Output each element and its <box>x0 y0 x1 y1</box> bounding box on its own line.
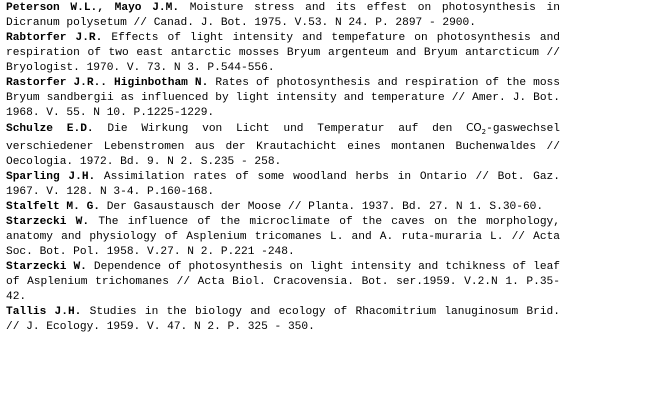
reference-authors: Starzecki W. <box>6 261 87 274</box>
co2-formula <box>466 122 487 137</box>
formula-subscript: 2 <box>481 128 487 137</box>
reference-text: Der Gasaustausch der Moose // Planta. 1937. Bd. 27. N 1. S.30-60. <box>100 201 544 214</box>
reference-text: Rates of photosynthesis and respiration of the moss Bryum sandbergii as influenced by light intensity and temperature // Amer. J. Bot. 1968. V. 55. N 10. P.1225-1229. <box>6 77 567 119</box>
reference-authors: Sparling J.H. <box>6 171 96 184</box>
reference-entry <box>6 260 567 305</box>
reference-text: Assimilation rates of some woodland herbs in Ontario // Bot. Gaz. 1967. V. 128. N 3-4. P.160-168. <box>6 171 567 199</box>
reference-entry <box>6 215 567 260</box>
reference-text: Effects of light intensity and tempefature on photosynthesis and respiration of two east antarctic mosses Bryum argenteum and Bryum antarcticum // Bryologist. 1970. V. 73. N 3. P.544-556. <box>6 32 567 74</box>
reference-text: The influence of the microclimate of the caves on the morphology, anatomy and physiology of Asplenium tricomanes L. and A. ruta-muraria L. // Acta Soc. Bot. Pol. 1958. V.27. N 2. P.221 -248. <box>6 216 567 259</box>
formula-base: CO <box>466 122 482 134</box>
reference-entry <box>6 1 567 31</box>
reference-authors: Peterson W.L., Mayo J.M. <box>6 2 180 14</box>
reference-text: Studies in the biology and ecology of Rhacomitrium lanuginosum Brid. // J. Ecology. 1959. V. 47. N 2. P. 325 - 350. <box>6 306 567 334</box>
reference-text: Moisture stress and its effest on photosynthesis in Dicranum polysetum // Canad. J. Bot. 1975. V.53. N 24. P. 2897 - 2900. <box>6 2 567 29</box>
reference-entry <box>6 31 567 76</box>
reference-text: Dependence of photosynthesis on light intensity and tchikness of leaf of Asplenium trichomanes // Acta Biol. Cracovensia. Bot. ser.1959. V.2.N 1. P.35-42. <box>6 261 567 304</box>
reference-entry <box>6 121 567 170</box>
reference-list <box>6 1 567 335</box>
reference-entry <box>6 76 567 121</box>
reference-authors: Tallis J.H. <box>6 306 82 319</box>
reference-authors: Starzecki W. <box>6 216 90 229</box>
reference-text: Die Wirkung von Licht und Temperatur auf den <box>93 123 467 135</box>
reference-authors: Stalfelt M. G. <box>6 201 100 214</box>
reference-authors: Rabtorfer J.R. <box>6 32 103 44</box>
reference-text: -gaswechsel verschiedener Lebenstromen aus der Krautachicht eines montanen Buchenwaldes // Oecologia. 1972. Bd. 9. N 2. S.235 - 258. <box>6 123 567 169</box>
reference-authors: Schulze E.D. <box>6 123 94 135</box>
reference-entry <box>6 305 567 335</box>
reference-entry <box>6 200 560 215</box>
reference-authors: Rastorfer J.R.. Higinbotham N. <box>6 77 209 89</box>
reference-entry <box>6 170 567 200</box>
